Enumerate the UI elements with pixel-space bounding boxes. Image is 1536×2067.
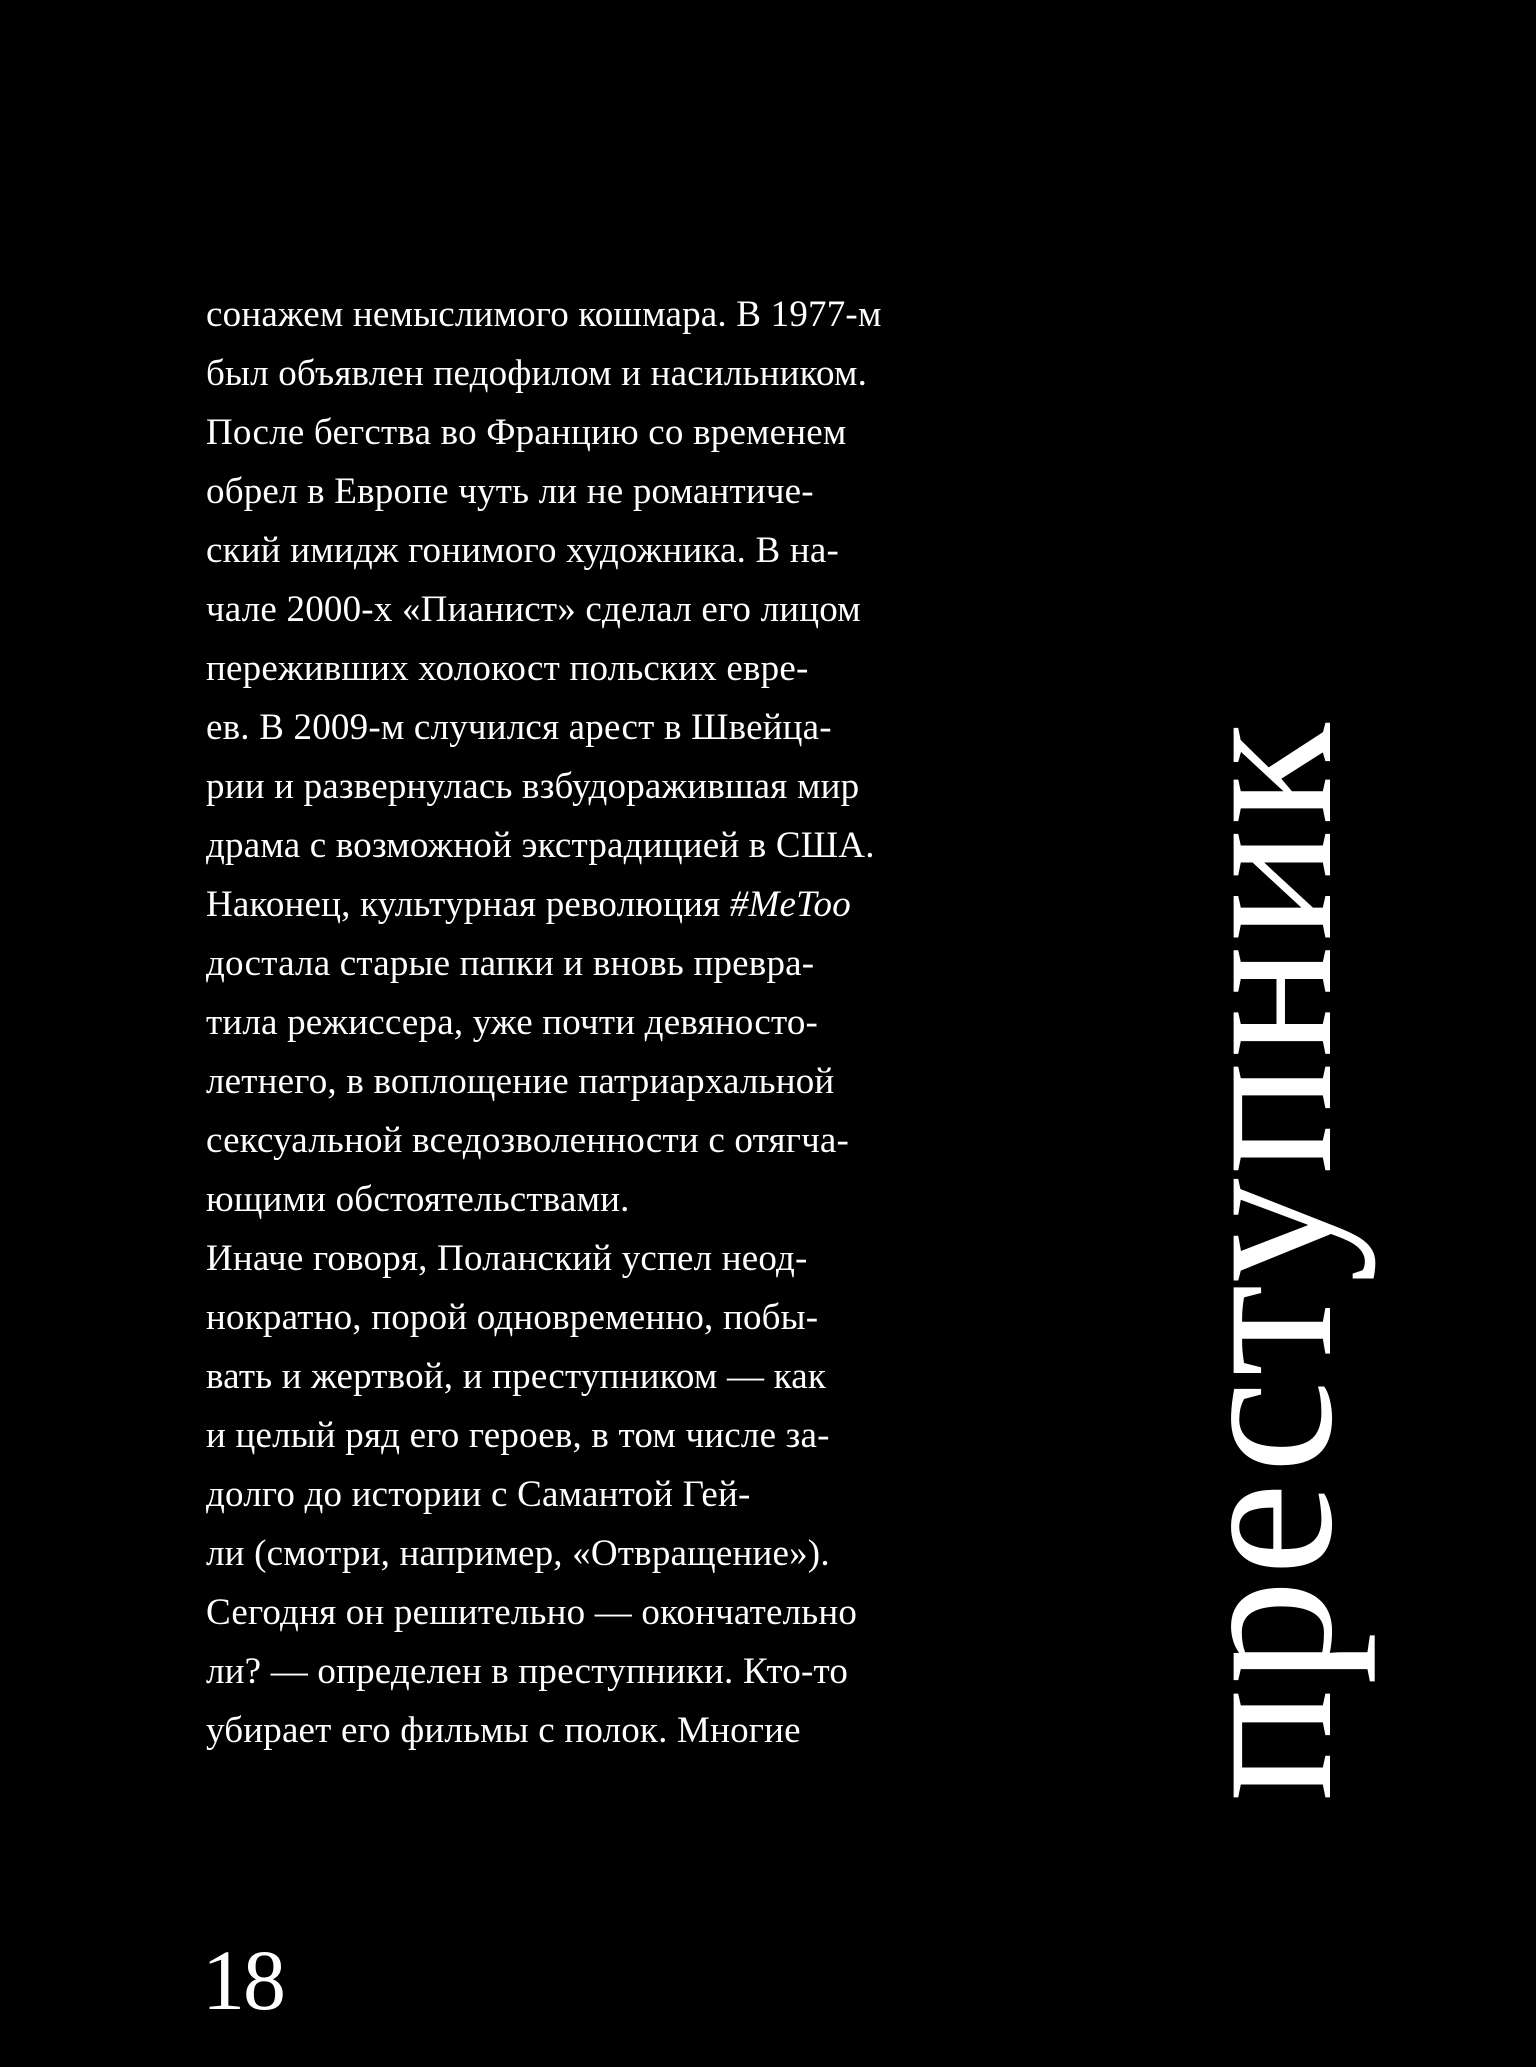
text-line: чале 2000-х «Пианист» сделал его лицом xyxy=(206,589,861,630)
text-line: убирает его фильмы с полок. Многие xyxy=(206,1710,801,1751)
text-line: ли (смотри, например, «Отвращение»). xyxy=(206,1533,830,1574)
text-line: достала старые папки и вновь превра- xyxy=(206,943,815,984)
text-line: нократно, порой одновременно, побы- xyxy=(206,1297,819,1338)
text-line: летнего, в воплощение патриархальной xyxy=(206,1061,835,1102)
text-line: тила режиссера, уже почти девяносто- xyxy=(206,1002,819,1043)
article-body xyxy=(206,285,1006,1760)
text-line: ли? — определен в преступники. Кто-то xyxy=(206,1651,849,1692)
text-line: драма с возможной экстрадицией в США. xyxy=(206,825,875,866)
text-line: сексуальной вседозволенности с отягча- xyxy=(206,1120,850,1161)
page-number: 18 xyxy=(202,1932,284,2028)
text-line: ев. В 2009-м случился арест в Швейца- xyxy=(206,707,832,748)
text-line: После бегства во Францию со временем xyxy=(206,412,847,453)
text-line-start: Наконец, культурная революция xyxy=(206,884,730,925)
text-line: Иначе говоря, Поланский успел неод- xyxy=(206,1238,808,1279)
text-line: переживших холокост польских евре- xyxy=(206,648,809,689)
vertical-section-word: преступник xyxy=(1144,718,1376,1802)
text-line: вать и жертвой, и преступником — как xyxy=(206,1356,827,1397)
text-line: обрел в Европе чуть ли не романтиче- xyxy=(206,471,814,512)
text-line: сонажем немыслимого кошмара. В 1977-м xyxy=(206,294,882,335)
text-line: рии и развернулась взбудоражившая мир xyxy=(206,766,860,807)
text-line-with-hashtag xyxy=(206,875,1006,934)
text-line: Сегодня он решительно — окончательно xyxy=(206,1592,858,1633)
text-line: ский имидж гонимого художника. В на- xyxy=(206,530,840,571)
text-line: был объявлен педофилом и насильником. xyxy=(206,353,868,394)
text-line: ющими обстоятельствами. xyxy=(206,1179,630,1220)
hashtag: #MeToo xyxy=(729,884,851,925)
text-line: долго до истории с Самантой Гей- xyxy=(206,1474,751,1515)
text-line: и целый ряд его героев, в том числе за- xyxy=(206,1415,830,1456)
